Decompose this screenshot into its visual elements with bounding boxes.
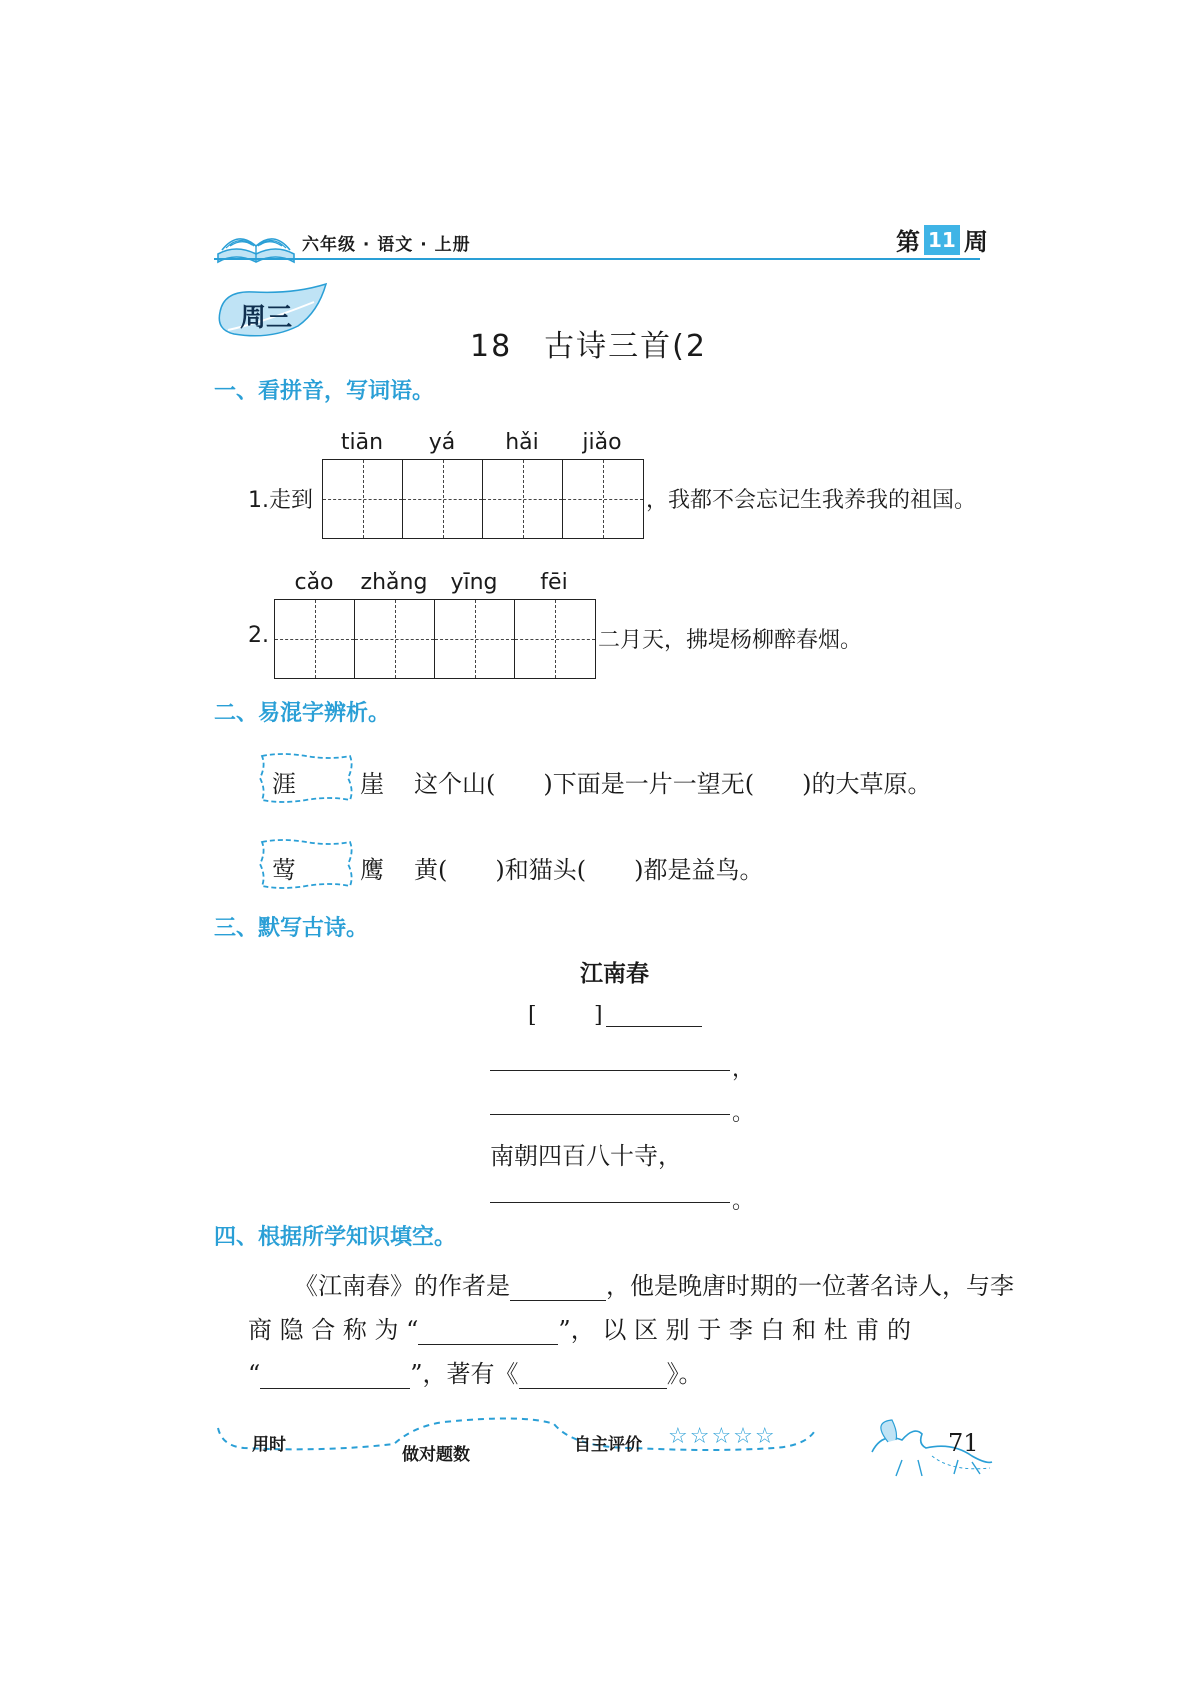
grid-cell[interactable] bbox=[515, 600, 595, 678]
q2-suffix: 二月天，拂堤杨柳醉春烟。 bbox=[598, 628, 863, 653]
author-bracket-open: [ bbox=[528, 1003, 537, 1028]
grid-cell[interactable] bbox=[275, 600, 355, 678]
section-2-heading: 二、易混字辨析。 bbox=[214, 701, 391, 726]
pinyin-2-2: zhǎng bbox=[360, 570, 428, 595]
time-label: 用时 bbox=[252, 1435, 286, 1455]
q1-suffix: ，我都不会忘记生我养我的祖国。 bbox=[646, 488, 977, 513]
day-label: 周三 bbox=[240, 303, 293, 333]
week-indicator bbox=[896, 222, 988, 257]
poem-line-3: 南朝四百八十寺， bbox=[490, 1142, 682, 1170]
pinyin-1-1: tiān bbox=[340, 430, 384, 455]
poem-line-2-punct: 。 bbox=[732, 1101, 755, 1126]
rating-stars[interactable]: ☆☆☆☆☆ bbox=[668, 1424, 777, 1449]
week-number: 11 bbox=[924, 225, 960, 255]
week-suffix: 周 bbox=[963, 228, 988, 256]
open-book-icon bbox=[214, 224, 298, 268]
joint-title-blank[interactable] bbox=[418, 1316, 558, 1345]
fill-paragraph-line-2: 商 隐 合 称 为 “ ”， 以 区 别 于 李 白 和 杜 甫 的 bbox=[248, 1316, 911, 1344]
grid-cell[interactable] bbox=[403, 460, 483, 538]
poem-line-4-punct: 。 bbox=[732, 1189, 755, 1214]
page-number: 71 bbox=[948, 1429, 979, 1457]
fill-paragraph-line-3: “ ”，著有《 》。 bbox=[248, 1360, 703, 1388]
q1-writing-grid[interactable] bbox=[322, 459, 644, 539]
fill-paragraph-line-1: 《江南春》的作者是 ，他是晚唐时期的一位著名诗人，与李 bbox=[294, 1272, 1014, 1300]
works-blank[interactable] bbox=[519, 1360, 667, 1389]
lesson-title: 18 古诗三首(2 bbox=[470, 329, 707, 364]
pinyin-1-2: yá bbox=[428, 430, 456, 455]
pair-2-sentence: 黄( )和猫头( )都是益鸟。 bbox=[414, 856, 764, 884]
week-prefix: 第 bbox=[896, 228, 920, 256]
pinyin-2-4: fēi bbox=[540, 570, 568, 595]
correct-count-label: 做对题数 bbox=[402, 1445, 470, 1465]
grade-subject: 六年级 · 语文 · 上册 bbox=[302, 235, 471, 255]
pinyin-1-3: hǎi bbox=[505, 430, 539, 455]
q1-number: 1.走到 bbox=[248, 488, 314, 513]
poem-line-2-blank[interactable] bbox=[490, 1114, 730, 1115]
pair-1-sentence: 这个山( )下面是一片一望无( )的大草原。 bbox=[414, 770, 932, 798]
grid-cell[interactable] bbox=[563, 460, 643, 538]
poem-line-4-blank[interactable] bbox=[490, 1202, 730, 1203]
char-pair-1: 涯 崖 bbox=[272, 770, 404, 798]
pinyin-2-3: yīng bbox=[450, 570, 498, 595]
grid-cell[interactable] bbox=[483, 460, 563, 538]
q2-writing-grid[interactable] bbox=[274, 599, 596, 679]
header-rule bbox=[214, 258, 980, 260]
poem-line-1-blank[interactable] bbox=[490, 1070, 730, 1071]
char-pair-2: 莺 鹰 bbox=[272, 856, 404, 884]
author-bracket-close: ] bbox=[594, 1003, 603, 1028]
section-4-heading: 四、根据所学知识填空。 bbox=[214, 1225, 457, 1250]
grid-cell[interactable] bbox=[355, 600, 435, 678]
poem-line-1-punct: ， bbox=[732, 1057, 755, 1082]
author-name-blank[interactable] bbox=[510, 1272, 606, 1301]
self-eval-label: 自主评价 bbox=[574, 1435, 642, 1455]
author-blank[interactable] bbox=[606, 1026, 702, 1027]
grid-cell[interactable] bbox=[323, 460, 403, 538]
pinyin-1-4: jiǎo bbox=[582, 430, 622, 455]
section-1-heading: 一、看拼音，写词语。 bbox=[214, 379, 435, 404]
q1-prefix: 走到 bbox=[269, 488, 314, 513]
distinction-title-blank[interactable] bbox=[260, 1360, 410, 1389]
section-3-heading: 三、默写古诗。 bbox=[214, 916, 369, 941]
q2-number: 2. bbox=[248, 623, 269, 648]
grid-cell[interactable] bbox=[435, 600, 515, 678]
pinyin-2-1: cǎo bbox=[294, 570, 334, 595]
poem-title: 江南春 bbox=[580, 961, 649, 987]
